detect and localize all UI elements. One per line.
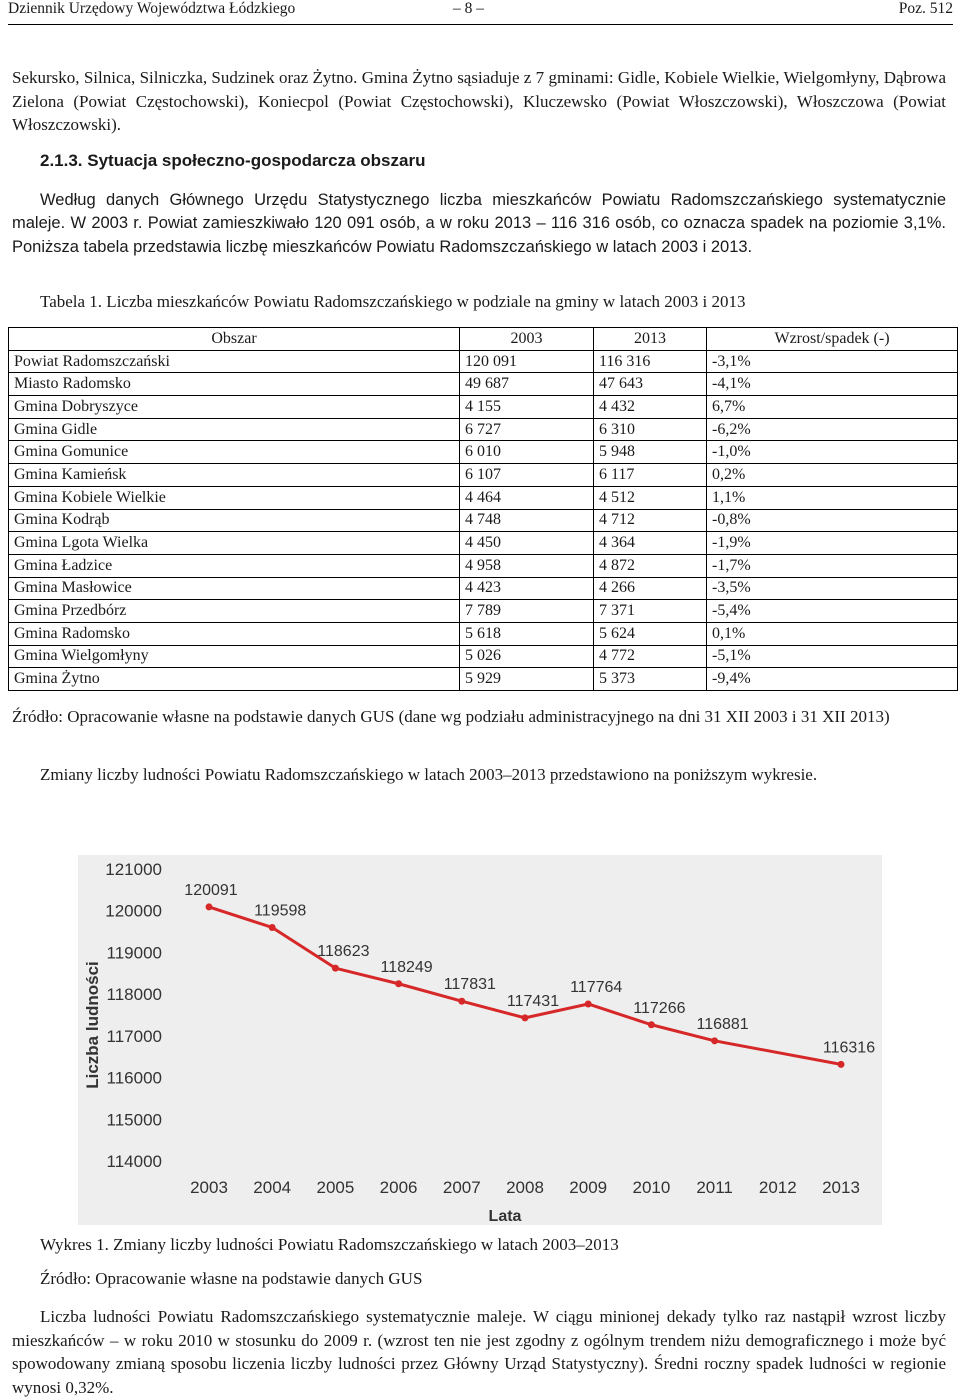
cell-2003: 6 010 bbox=[460, 441, 594, 464]
x-tick-label: 2010 bbox=[632, 1178, 671, 1197]
y-tick-label: 119000 bbox=[106, 943, 162, 963]
data-point bbox=[585, 1000, 592, 1007]
section-title: 2.1.3. Sytuacja społeczno-gospodarcza obszaru bbox=[40, 151, 426, 170]
table-row bbox=[9, 509, 958, 532]
cell-2003: 5 929 bbox=[460, 668, 594, 691]
cell-2003: 4 748 bbox=[460, 509, 594, 532]
x-axis-label: Lata bbox=[488, 1208, 522, 1225]
table-caption: Tabela 1. Liczba mieszkańców Powiatu Radomszczańskiego w podziale na gminy w latach 2003 i 2013 bbox=[40, 292, 746, 311]
cell-2003: 6 107 bbox=[460, 464, 594, 487]
closing-paragraph bbox=[12, 1305, 946, 1399]
x-tick-label: 2006 bbox=[379, 1178, 418, 1197]
column-header-2003: 2003 bbox=[460, 328, 594, 351]
cell-area: Gmina Żytno bbox=[9, 668, 460, 691]
x-tick-label: 2011 bbox=[696, 1178, 733, 1197]
table-row bbox=[9, 600, 958, 623]
y-tick-label: 117000 bbox=[106, 1026, 162, 1046]
data-label: 120091 bbox=[184, 881, 238, 899]
cell-area: Gmina Kamieńsk bbox=[9, 464, 460, 487]
cell-2003: 4 450 bbox=[460, 532, 594, 555]
y-axis-label: Liczba ludności bbox=[83, 961, 102, 1089]
table-row bbox=[9, 622, 958, 645]
cell-2013: 4 872 bbox=[594, 554, 707, 577]
data-label: 117764 bbox=[570, 978, 623, 996]
intro-paragraph: Sekursko, Silnica, Silniczka, Sudzinek oraz Żytno. Gmina Żytno sąsiaduje z 7 gminami: Gidle, Kobiele Wielkie, Wielgomłyny, Dąbrowa Zielona (Powiat Częstochowski), Koniecpol (Powiat Częstochowski), Kluczewsko (Powiat Włoszczowski), Włoszczowa (Powiat Włoszczowski). bbox=[12, 68, 946, 134]
data-label: 118623 bbox=[317, 943, 370, 961]
cell-2013: 4 266 bbox=[594, 577, 707, 600]
cell-change: -9,4% bbox=[707, 668, 958, 691]
cell-2003: 6 727 bbox=[460, 418, 594, 441]
table-row bbox=[9, 396, 958, 419]
closing-paragraph-text: Liczba ludności Powiatu Radomszczańskiego systematycznie maleje. W ciągu minionej dekady tylko raz nastąpił wzrost liczby mieszkańców – w roku 2010 w stosunku do 2009 r. (wzrost ten nie jest zgodny z ogólnym trendem niżu demograficznego i może być spowodowany zmianą sposobu liczenia liczby ludności przez Główny Urząd Statystyczny). Średni roczny spadek ludności w regionie wynosi 0,32%. bbox=[12, 1307, 946, 1397]
table-row bbox=[9, 554, 958, 577]
cell-area: Gmina Przedbórz bbox=[9, 600, 460, 623]
y-tick-label: 118000 bbox=[106, 985, 162, 1005]
population-table bbox=[8, 327, 958, 691]
line-chart-svg bbox=[78, 855, 882, 1225]
cell-2013: 4 364 bbox=[594, 532, 707, 555]
cell-change: 0,1% bbox=[707, 622, 958, 645]
data-label: 117831 bbox=[443, 976, 496, 994]
table-header-row bbox=[9, 328, 958, 351]
cell-area: Gmina Radomsko bbox=[9, 622, 460, 645]
x-tick-label: 2004 bbox=[253, 1178, 292, 1197]
data-point bbox=[458, 998, 465, 1005]
table-row bbox=[9, 645, 958, 668]
data-point bbox=[648, 1021, 655, 1028]
table-row bbox=[9, 668, 958, 691]
table-row bbox=[9, 373, 958, 396]
cell-change: -6,2% bbox=[707, 418, 958, 441]
y-tick-label: 115000 bbox=[106, 1110, 162, 1130]
cell-2003: 49 687 bbox=[460, 373, 594, 396]
cell-change: 0,2% bbox=[707, 464, 958, 487]
data-point bbox=[838, 1061, 845, 1068]
table-body bbox=[9, 350, 958, 690]
cell-2003: 7 789 bbox=[460, 600, 594, 623]
cell-area: Gmina Kodrąb bbox=[9, 509, 460, 532]
x-tick-label: 2008 bbox=[506, 1178, 544, 1197]
cell-change: -5,1% bbox=[707, 645, 958, 668]
cell-2013: 5 624 bbox=[594, 622, 707, 645]
table-row bbox=[9, 350, 958, 373]
cell-2013: 6 310 bbox=[594, 418, 707, 441]
cell-2013: 6 117 bbox=[594, 464, 707, 487]
cell-2013: 4 772 bbox=[594, 645, 707, 668]
cell-2003: 5 026 bbox=[460, 645, 594, 668]
position-number: Poz. 512 bbox=[898, 0, 953, 17]
cell-area: Gmina Ładzice bbox=[9, 554, 460, 577]
x-tick-label: 2009 bbox=[569, 1178, 608, 1197]
cell-change: -3,5% bbox=[707, 577, 958, 600]
data-label: 117266 bbox=[633, 999, 686, 1017]
data-point bbox=[395, 980, 402, 987]
cell-2013: 5 948 bbox=[594, 441, 707, 464]
x-tick-label: 2003 bbox=[190, 1178, 228, 1197]
cell-2013: 4 432 bbox=[594, 396, 707, 419]
figure-source: Źródło: Opracowanie własne na podstawie danych GUS bbox=[40, 1269, 423, 1288]
cell-area: Gmina Dobryszyce bbox=[9, 396, 460, 419]
journal-title: Dziennik Urzędowy Województwa Łódzkiego bbox=[8, 0, 296, 17]
cell-2003: 4 423 bbox=[460, 577, 594, 600]
x-tick-label: 2007 bbox=[442, 1178, 481, 1197]
table-source: Źródło: Opracowanie własne na podstawie danych GUS (dane wg podziału administracyjnego na dni 31 XII 2003 i 31 XII 2013) bbox=[12, 707, 890, 726]
data-label: 118249 bbox=[380, 958, 433, 976]
cell-2003: 4 958 bbox=[460, 554, 594, 577]
figure-caption: Wykres 1. Zmiany liczby ludności Powiatu Radomszczańskiego w latach 2003–2013 bbox=[40, 1235, 619, 1254]
table-row bbox=[9, 577, 958, 600]
cell-area: Gmina Gidle bbox=[9, 418, 460, 441]
cell-2013: 47 643 bbox=[594, 373, 707, 396]
column-header-area: Obszar bbox=[9, 328, 460, 351]
x-tick-label: 2013 bbox=[822, 1178, 860, 1197]
cell-area: Miasto Radomsko bbox=[9, 373, 460, 396]
cell-area: Powiat Radomszczański bbox=[9, 350, 460, 373]
x-tick-label: 2012 bbox=[758, 1178, 797, 1197]
cell-2013: 5 373 bbox=[594, 668, 707, 691]
cell-2003: 120 091 bbox=[460, 350, 594, 373]
data-label: 116316 bbox=[822, 1039, 876, 1057]
cell-area: Gmina Masłowice bbox=[9, 577, 460, 600]
column-header-change: Wzrost/spadek (-) bbox=[707, 328, 958, 351]
page-header bbox=[8, 0, 953, 25]
data-point bbox=[332, 965, 339, 972]
data-point bbox=[711, 1037, 718, 1044]
cell-area: Gmina Wielgomłyny bbox=[9, 645, 460, 668]
cell-area: Gmina Kobiele Wielkie bbox=[9, 486, 460, 509]
section-paragraph bbox=[12, 189, 946, 259]
cell-change: -0,8% bbox=[707, 509, 958, 532]
cell-change: -1,9% bbox=[707, 532, 958, 555]
chart-background bbox=[78, 855, 882, 1225]
data-point bbox=[206, 903, 213, 910]
cell-area: Gmina Gomunice bbox=[9, 441, 460, 464]
cell-2003: 5 618 bbox=[460, 622, 594, 645]
cell-change: -3,1% bbox=[707, 350, 958, 373]
page-number: – 8 – bbox=[453, 0, 484, 17]
table-row bbox=[9, 418, 958, 441]
y-tick-label: 120000 bbox=[105, 901, 162, 921]
chart-intro-text: Zmiany liczby ludności Powiatu Radomszczańskiego w latach 2003–2013 przedstawiono na poniższym wykresie. bbox=[40, 765, 818, 784]
section-paragraph-text: Według danych Głównego Urzędu Statystycznego liczba mieszkańców Powiatu Radomszczańskiego systematycznie maleje. W 2003 r. Powiat zamieszkiwało 120 091 osób, a w roku 2013 – 116 316 osób, co oznacza spadek na poziomie 3,1%. Poniższa tabela przedstawia liczbę mieszkańców Powiatu Radomszczańskiego w latach 2003 i 2013. bbox=[12, 191, 946, 256]
cell-2013: 4 712 bbox=[594, 509, 707, 532]
cell-change: 1,1% bbox=[707, 486, 958, 509]
data-label: 116881 bbox=[696, 1015, 749, 1033]
table-row bbox=[9, 441, 958, 464]
table-row bbox=[9, 486, 958, 509]
column-header-2013: 2013 bbox=[594, 328, 707, 351]
cell-2003: 4 155 bbox=[460, 396, 594, 419]
cell-change: -1,7% bbox=[707, 554, 958, 577]
cell-change: -1,0% bbox=[707, 441, 958, 464]
cell-2013: 7 371 bbox=[594, 600, 707, 623]
table-row bbox=[9, 464, 958, 487]
cell-change: 6,7% bbox=[707, 396, 958, 419]
y-tick-label: 114000 bbox=[106, 1152, 162, 1171]
cell-2013: 116 316 bbox=[594, 350, 707, 373]
cell-area: Gmina Lgota Wielka bbox=[9, 532, 460, 555]
data-point bbox=[269, 924, 276, 931]
chart-intro bbox=[12, 763, 946, 787]
cell-2013: 4 512 bbox=[594, 486, 707, 509]
y-tick-label: 116000 bbox=[106, 1068, 162, 1088]
table-row bbox=[9, 532, 958, 555]
cell-change: -5,4% bbox=[707, 600, 958, 623]
data-point bbox=[522, 1014, 529, 1021]
x-tick-label: 2005 bbox=[316, 1178, 355, 1197]
population-chart bbox=[78, 855, 882, 1225]
data-label: 119598 bbox=[254, 902, 307, 920]
y-tick-label: 121000 bbox=[105, 860, 162, 879]
cell-change: -4,1% bbox=[707, 373, 958, 396]
cell-2003: 4 464 bbox=[460, 486, 594, 509]
data-label: 117431 bbox=[506, 992, 560, 1010]
